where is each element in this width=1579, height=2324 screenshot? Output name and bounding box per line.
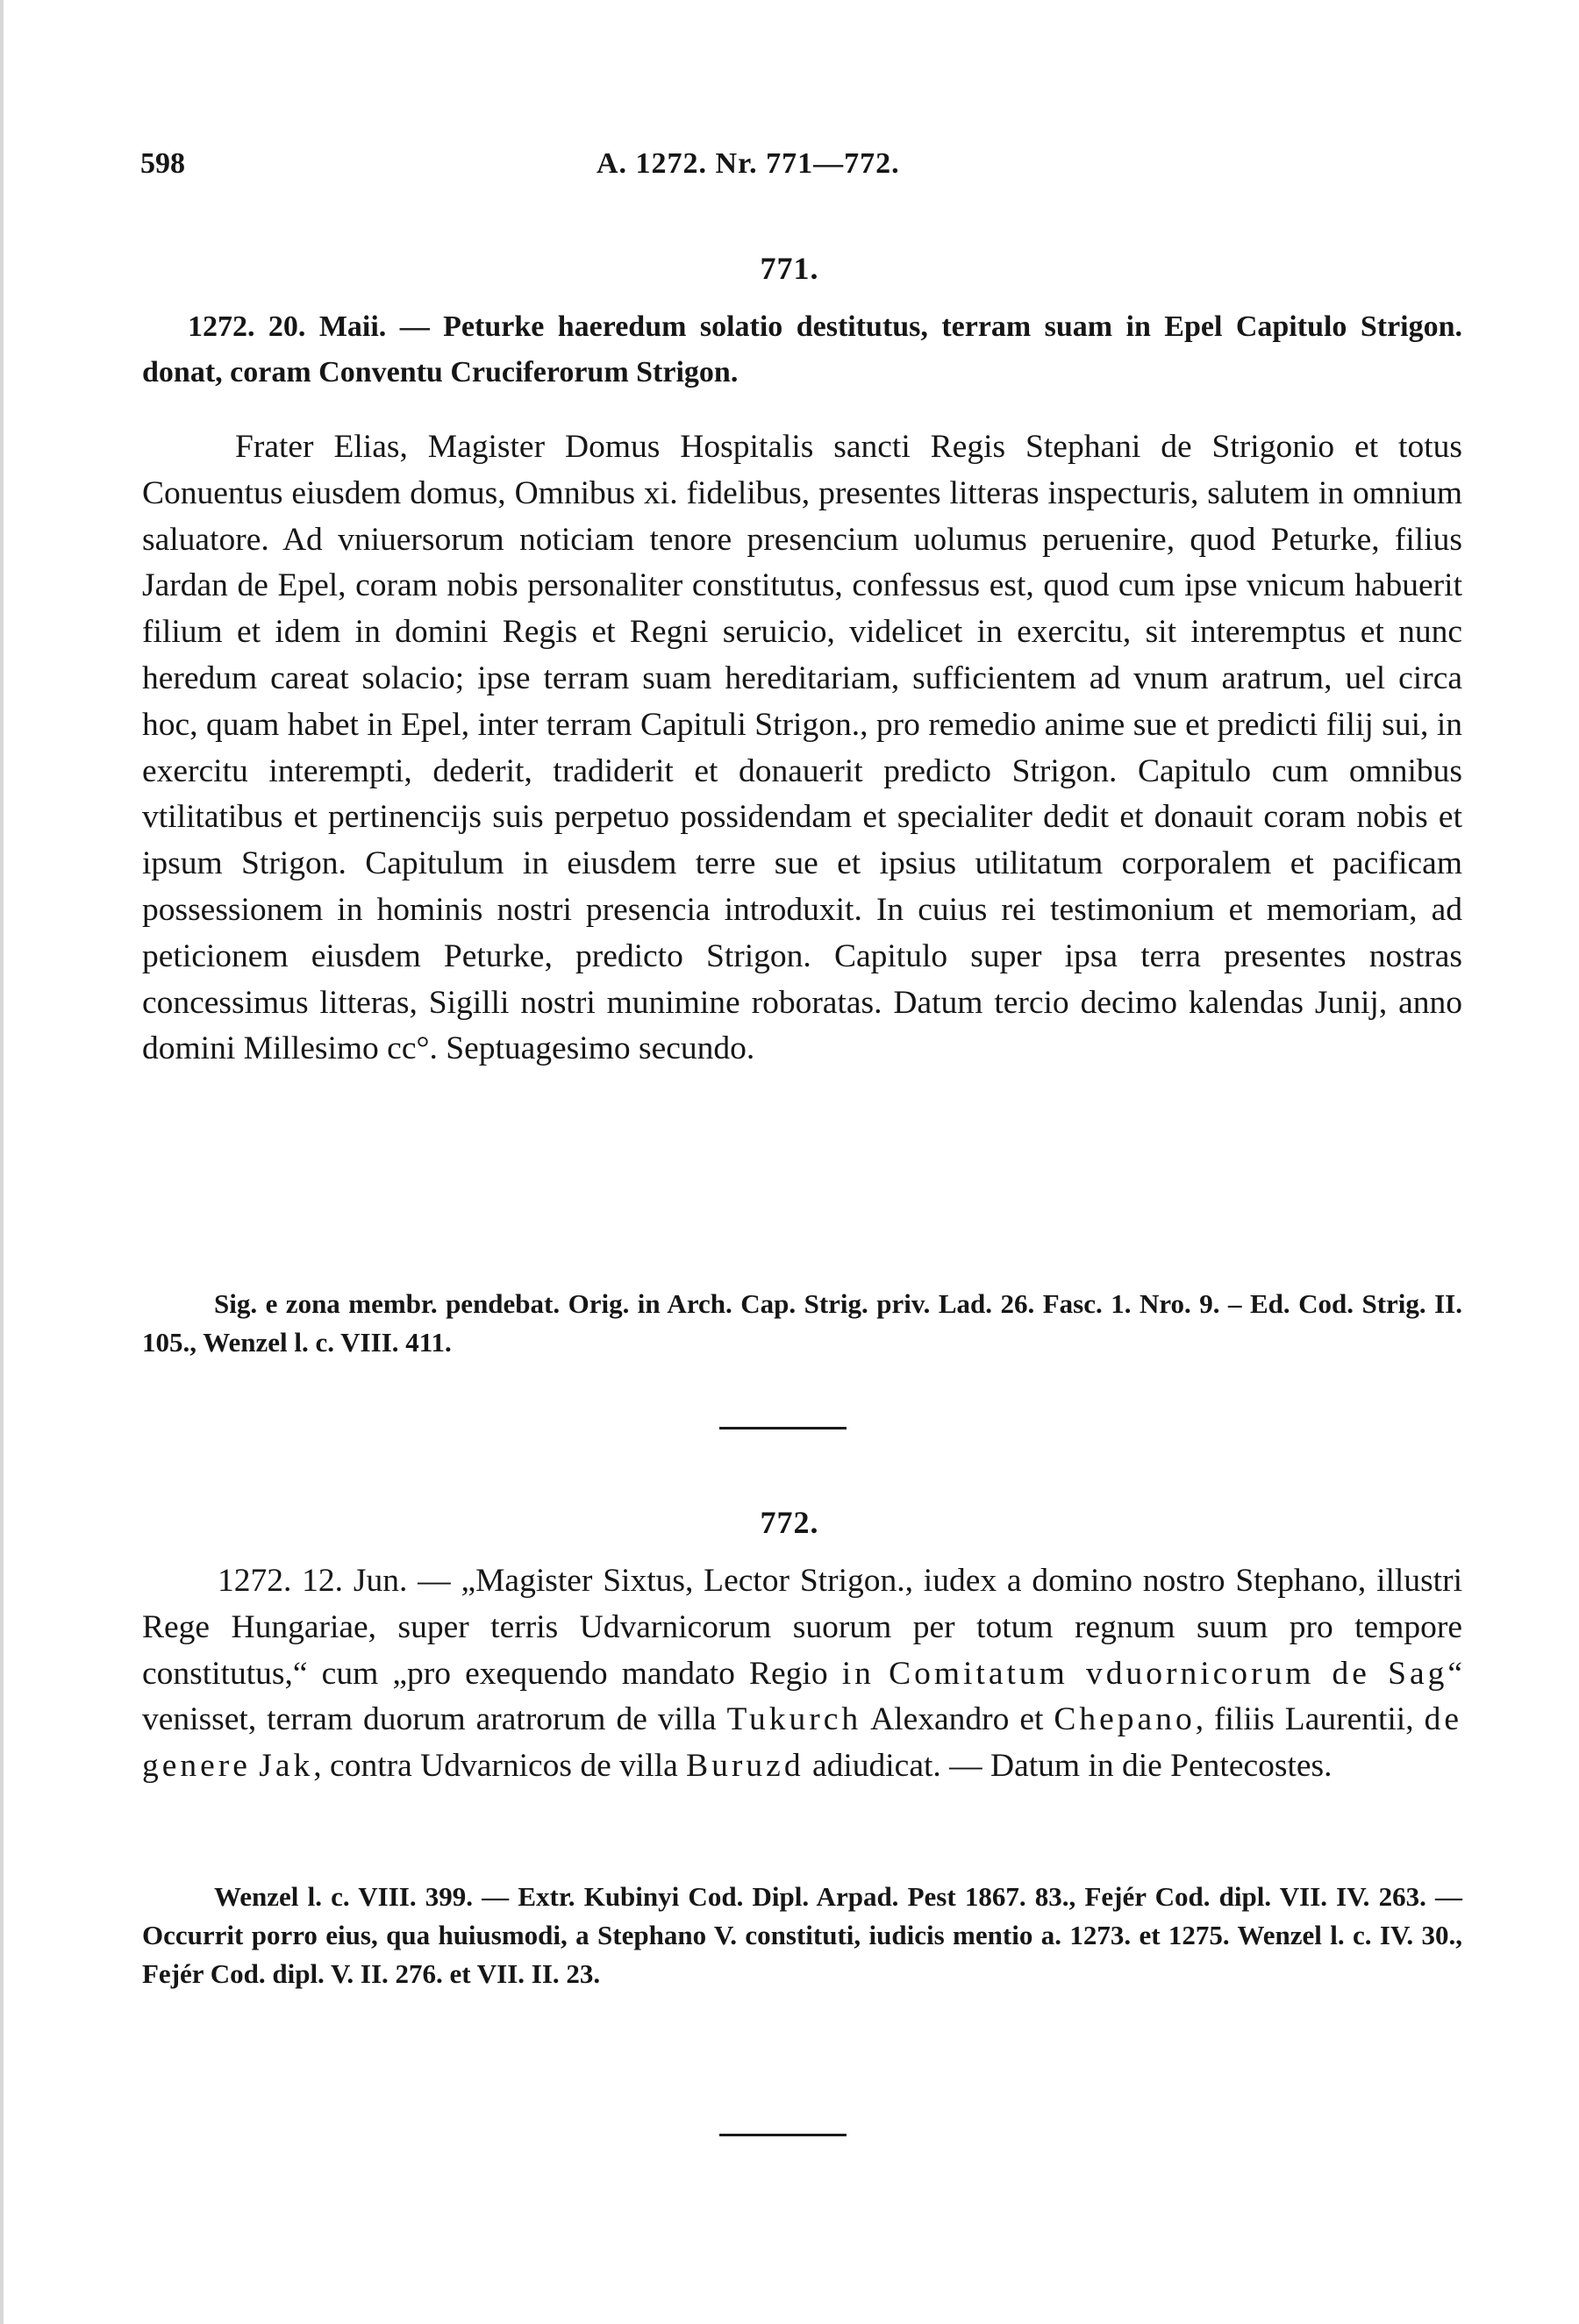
regest-spaced-word: in [841, 1655, 875, 1692]
regest-spaced-word: Comitatum vduornicorum de Sag [889, 1655, 1448, 1692]
regest-segment: Alexandro et [861, 1701, 1054, 1738]
regest-spaced-word: Jak [259, 1748, 314, 1785]
regest-spaced-word: Chepano [1054, 1701, 1196, 1738]
regest-spaced-word: Buruzd [686, 1748, 804, 1785]
regest-segment: , filiis Laurentii, [1195, 1701, 1425, 1738]
entry-772-regest [142, 1558, 1462, 1790]
regest-segment [251, 1748, 259, 1784]
entry-771-source-note [142, 1285, 1462, 1362]
running-head: A. 1272. Nr. 771—772. [597, 147, 900, 180]
regest-segment: 1272. 12. Jun. — „Magister Sixtus, Lector Strigon., iudex a domino nostro Stephano, illustri Rege Hungariae, super terris Udvarnicorum suorum per totum regnum suum pro tempore constitutus,“ cum „pro exequendo mandato Regio [142, 1563, 1462, 1692]
entry-772-regest-text [142, 1558, 1462, 1790]
page-header [140, 147, 1175, 186]
regest-segment: , contra Udvarnicos de villa [313, 1748, 687, 1785]
entry-772-source-note [142, 1878, 1462, 1993]
entry-number-772: 772. [760, 1505, 819, 1540]
regest-segment: adiudicat. — Datum in die Pentecostes. [804, 1748, 1333, 1785]
entry-771-source-note-text: Sig. e zona membr. pendebat. Orig. in Arch. Cap. Strig. priv. Lad. 26. Fasc. 1. Nro. 9. – Ed. Cod. Strig. II. 105., Wenzel l. c. VIII. 411. [142, 1288, 1462, 1358]
regest-spaced-word: Tukurch [726, 1701, 862, 1738]
regest-segment: “ venisset, terram duorum aratrorum de villa [142, 1655, 1463, 1738]
entry-771-charter-text: Frater Elias, Magister Domus Hospitalis sancti Regis Stephani de Strigonio et totus Conuentus eiusdem domus, Omnibus xi. fidelibus, presentes litteras inspecturis, salutem in omnium saluatore. Ad vniuersorum noticiam tenore presencium uolumus peruenire, quod Peturke, filius Jardan de Epel, coram nobis personaliter constitutus, confessus est, quod cum ipse vnicum habuerit filium et idem in domini Regis et Regni seruicio, videlicet in exercitu, sit interemptus et nunc heredum careat solacio; ipse terram suam hereditariam, sufficientem ad vnum aratrum, uel circa hoc, quam habet in Epel, inter terram Capituli Strigon., pro remedio anime sue et predicti filij sui, in exercitu interempti, dederit, tradiderit et donauerit predicto Strigon. Capitulo cum omnibus vtilitatibus et pertinencijs suis perpetuo possidendam et specialiter dedit et donauit coram nobis et ipsum Strigon. Capitulum in eiusdem terre sue et ipsius utilitatum corporalem et pacificam possessionem in hominis nostri presencia introduxit. In cuius rei testimonium et memoriam, ad peticionem eiusdem Peturke, predicto Strigon. Capitulo super ipsa terra presentes nostras concessimus litteras, Sigilli nostri munimine roboratas. Datum tercio decimo kalendas Junij, anno domini Millesimo cc°. Septuagesimo secundo. [142, 429, 1462, 1067]
section-divider [719, 2134, 847, 2136]
section-divider [719, 1427, 847, 1429]
entry-772-source-note-text: Wenzel l. c. VIII. 399. — Extr. Kubinyi Cod. Dipl. Arpad. Pest 1867. 83., Fejér Cod. dipl. VII. IV. 263. — Occurrit porro eius, qua huiusmodi, a Stephano V. constituti, iudicis mentio a. 1273. et 1275. Wenzel l. c. IV. 30., Fejér Cod. dipl. V. II. 276. et VII. II. 23. [142, 1881, 1462, 1989]
entry-771-regest [142, 304, 1462, 396]
entry-771-charter [142, 424, 1462, 1073]
entry-771-date: 1272. 20. Maii. [188, 310, 387, 343]
entry-number-771: 771. [760, 251, 819, 286]
regest-spaced-word: de genere [142, 1701, 1462, 1785]
regest-segment [875, 1656, 889, 1692]
entry-771-summary: — Peturke haeredum solatio destitutus, terram suam in Epel Capitulo Strigon. donat, coram Conventu Cruciferorum Strigon. [142, 310, 1463, 389]
scan-edge [0, 0, 4, 2324]
page-number: 598 [140, 147, 185, 180]
